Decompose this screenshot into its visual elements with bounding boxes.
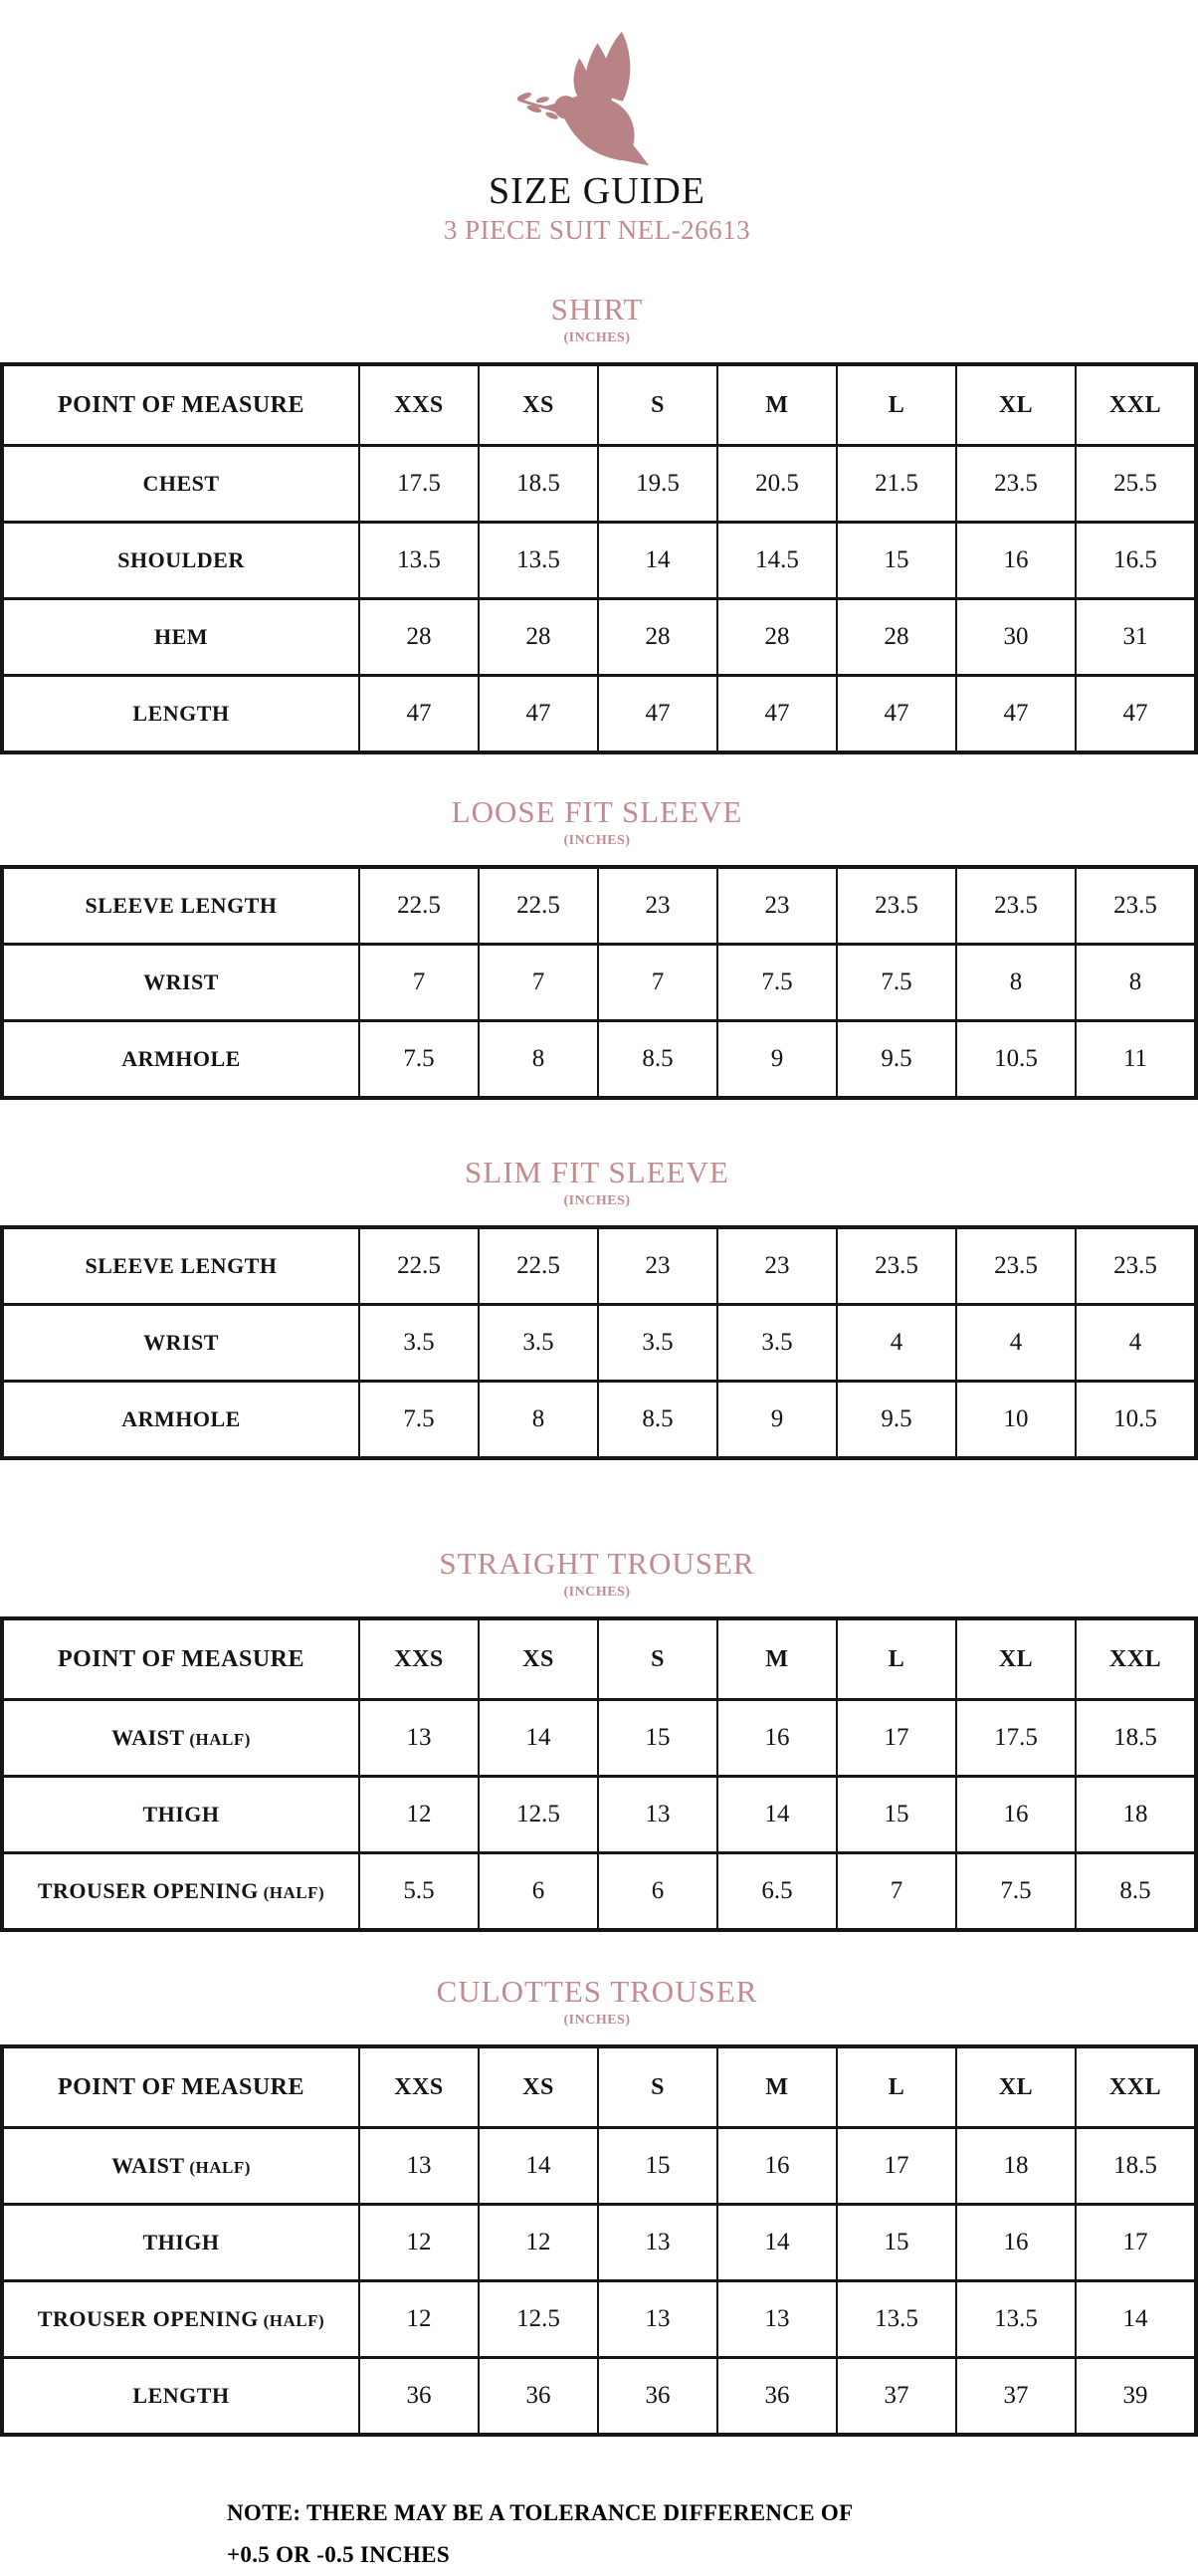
size-value-cell: 14 [1076, 2281, 1196, 2358]
table-row [2, 1021, 1196, 1099]
size-value-cell: 13.5 [956, 2281, 1076, 2358]
size-value-cell: 7 [479, 945, 598, 1021]
size-value-cell: 47 [598, 676, 717, 753]
size-value-cell: 36 [598, 2358, 717, 2436]
size-value-cell: 7.5 [359, 1382, 479, 1459]
size-value-cell: 3.5 [479, 1305, 598, 1382]
size-value-cell: 6.5 [717, 1853, 837, 1931]
size-value-cell: 39 [1076, 2358, 1196, 2436]
size-value-cell: 21.5 [837, 446, 956, 523]
size-value-cell: 15 [598, 1700, 717, 1777]
section-heading-loose-fit-sleeve: LOOSE FIT SLEEVE [451, 794, 743, 829]
size-value-cell: 36 [479, 2358, 598, 2436]
measure-label: TROUSER OPENING (HALF) [2, 1853, 359, 1931]
size-value-cell: 15 [837, 2205, 956, 2281]
size-value-cell: 47 [359, 676, 479, 753]
size-value-cell: 13.5 [359, 523, 479, 599]
size-value-cell: 8 [479, 1382, 598, 1459]
measure-label: TROUSER OPENING (HALF) [2, 2281, 359, 2358]
size-value-cell: 14 [598, 523, 717, 599]
size-header-m: M [717, 1618, 837, 1700]
brand-logo [0, 30, 1194, 167]
measure-label: THIGH [2, 2205, 359, 2281]
size-value-cell: 15 [837, 1777, 956, 1853]
size-value-cell: 4 [956, 1305, 1076, 1382]
size-value-cell: 14.5 [717, 523, 837, 599]
size-value-cell: 4 [1076, 1305, 1196, 1382]
size-header-s: S [598, 364, 717, 446]
size-value-cell: 31 [1076, 599, 1196, 676]
point-of-measure-header: POINT OF MEASURE [2, 1618, 359, 1700]
table-row [2, 945, 1196, 1021]
point-of-measure-header: POINT OF MEASURE [2, 364, 359, 446]
measure-label: CHEST [2, 446, 359, 523]
table-row [2, 2128, 1196, 2205]
page-subtitle: 3 PIECE SUIT NEL-26613 [443, 215, 751, 245]
size-value-cell: 28 [479, 599, 598, 676]
unit-label: (INCHES) [563, 1193, 631, 1208]
size-value-cell: 14 [479, 2128, 598, 2205]
size-value-cell: 20.5 [717, 446, 837, 523]
size-value-cell: 17.5 [956, 1700, 1076, 1777]
size-value-cell: 13 [359, 1700, 479, 1777]
size-value-cell: 6 [598, 1853, 717, 1931]
size-value-cell: 13 [598, 2205, 717, 2281]
size-value-cell: 18 [956, 2128, 1076, 2205]
size-value-cell: 9 [717, 1021, 837, 1099]
size-header-xl: XL [956, 364, 1076, 446]
measure-label: THIGH [2, 1777, 359, 1853]
tolerance-note-line1: NOTE: THERE MAY BE A TOLERANCE DIFFERENCE OF [227, 2500, 854, 2525]
size-value-cell: 28 [359, 599, 479, 676]
size-value-cell: 28 [598, 599, 717, 676]
measure-label: HEM [2, 599, 359, 676]
size-value-cell: 16 [956, 2205, 1076, 2281]
measure-label: SLEEVE LENGTH [2, 1227, 359, 1305]
size-value-cell: 12 [359, 2205, 479, 2281]
size-value-cell: 37 [956, 2358, 1076, 2436]
size-header-s: S [598, 2046, 717, 2128]
size-value-cell: 18 [1076, 1777, 1196, 1853]
point-of-measure-header: POINT OF MEASURE [2, 2046, 359, 2128]
table-row [2, 2281, 1196, 2358]
measure-label-suffix: (HALF) [184, 1730, 251, 1749]
size-value-cell: 16 [956, 523, 1076, 599]
section-loose-fit-sleeve [0, 794, 1194, 1100]
size-value-cell: 18.5 [1076, 1700, 1196, 1777]
size-value-cell: 10.5 [1076, 1382, 1196, 1459]
size-header-l: L [837, 364, 956, 446]
size-value-cell: 17 [837, 2128, 956, 2205]
size-value-cell: 23.5 [837, 867, 956, 945]
size-value-cell: 13.5 [479, 523, 598, 599]
size-header-xxl: XXL [1076, 364, 1196, 446]
size-header-xs: XS [479, 2046, 598, 2128]
measure-label: WAIST (HALF) [2, 1700, 359, 1777]
size-table-culottes-trouser [0, 2044, 1198, 2437]
size-value-cell: 18.5 [1076, 2128, 1196, 2205]
size-header-l: L [837, 2046, 956, 2128]
table-row [2, 1305, 1196, 1382]
size-value-cell: 8.5 [598, 1021, 717, 1099]
size-value-cell: 13 [598, 1777, 717, 1853]
size-value-cell: 15 [837, 523, 956, 599]
size-value-cell: 28 [717, 599, 837, 676]
size-value-cell: 17 [1076, 2205, 1196, 2281]
size-header-xl: XL [956, 2046, 1076, 2128]
size-value-cell: 7 [837, 1853, 956, 1931]
table-row [2, 1382, 1196, 1459]
size-value-cell: 17.5 [359, 446, 479, 523]
size-value-cell: 23 [598, 867, 717, 945]
size-value-cell: 14 [717, 2205, 837, 2281]
section-heading-straight-trouser: STRAIGHT TROUSER [439, 1546, 755, 1581]
size-value-cell: 23.5 [956, 867, 1076, 945]
measure-label: LENGTH [2, 676, 359, 753]
size-value-cell: 47 [956, 676, 1076, 753]
size-value-cell: 8 [956, 945, 1076, 1021]
section-straight-trouser [0, 1546, 1194, 1932]
table-header-row [2, 1618, 1196, 1700]
size-value-cell: 23.5 [1076, 1227, 1196, 1305]
page-title: SIZE GUIDE [489, 170, 705, 212]
size-value-cell: 16 [717, 2128, 837, 2205]
size-value-cell: 8 [479, 1021, 598, 1099]
table-row [2, 523, 1196, 599]
size-value-cell: 12 [359, 1777, 479, 1853]
size-value-cell: 23 [598, 1227, 717, 1305]
size-value-cell: 14 [479, 1700, 598, 1777]
size-value-cell: 7.5 [717, 945, 837, 1021]
size-value-cell: 10 [956, 1382, 1076, 1459]
size-value-cell: 22.5 [359, 867, 479, 945]
measure-label-suffix: (HALF) [258, 1883, 325, 1902]
measure-label: LENGTH [2, 2358, 359, 2436]
measure-label-suffix: (HALF) [258, 2311, 325, 2330]
size-value-cell: 15 [598, 2128, 717, 2205]
tolerance-note-line2: +0.5 OR -0.5 INCHES [227, 2542, 450, 2567]
size-header-xxs: XXS [359, 364, 479, 446]
size-header-s: S [598, 1618, 717, 1700]
size-value-cell: 47 [717, 676, 837, 753]
table-row [2, 599, 1196, 676]
size-value-cell: 3.5 [598, 1305, 717, 1382]
size-value-cell: 36 [359, 2358, 479, 2436]
table-header-row [2, 364, 1196, 446]
size-value-cell: 22.5 [479, 1227, 598, 1305]
size-value-cell: 36 [717, 2358, 837, 2436]
size-value-cell: 3.5 [359, 1305, 479, 1382]
table-row [2, 2358, 1196, 2436]
section-slim-fit-sleeve [0, 1155, 1194, 1460]
size-header-l: L [837, 1618, 956, 1700]
size-value-cell: 23.5 [837, 1227, 956, 1305]
section-shirt [0, 292, 1194, 754]
table-row [2, 1853, 1196, 1931]
size-value-cell: 12.5 [479, 2281, 598, 2358]
size-value-cell: 11 [1076, 1021, 1196, 1099]
size-value-cell: 6 [479, 1853, 598, 1931]
size-value-cell: 9.5 [837, 1382, 956, 1459]
section-heading-culottes-trouser: CULOTTES TROUSER [436, 1974, 758, 2009]
size-value-cell: 7.5 [359, 1021, 479, 1099]
table-row [2, 1777, 1196, 1853]
size-value-cell: 13 [717, 2281, 837, 2358]
size-value-cell: 16 [717, 1700, 837, 1777]
table-header-row [2, 2046, 1196, 2128]
size-header-xxl: XXL [1076, 2046, 1196, 2128]
measure-label: WRIST [2, 945, 359, 1021]
measure-label-suffix: (HALF) [184, 2158, 251, 2177]
size-value-cell: 4 [837, 1305, 956, 1382]
unit-label: (INCHES) [563, 833, 631, 848]
size-value-cell: 13 [598, 2281, 717, 2358]
unit-label: (INCHES) [563, 330, 631, 345]
unit-label: (INCHES) [563, 1585, 631, 1600]
table-row [2, 676, 1196, 753]
size-value-cell: 18.5 [479, 446, 598, 523]
size-table-shirt [0, 362, 1198, 754]
size-value-cell: 47 [479, 676, 598, 753]
measure-label: WAIST (HALF) [2, 2128, 359, 2205]
size-header-xs: XS [479, 364, 598, 446]
measure-label: ARMHOLE [2, 1021, 359, 1099]
size-value-cell: 19.5 [598, 446, 717, 523]
table-row [2, 1227, 1196, 1305]
size-value-cell: 10.5 [956, 1021, 1076, 1099]
size-value-cell: 16 [956, 1777, 1076, 1853]
size-value-cell: 12 [359, 2281, 479, 2358]
size-table-loose-fit-sleeve [0, 865, 1198, 1100]
size-value-cell: 8 [1076, 945, 1196, 1021]
size-value-cell: 12.5 [479, 1777, 598, 1853]
size-value-cell: 14 [717, 1777, 837, 1853]
dove-with-olive-branch-icon [505, 30, 690, 167]
size-value-cell: 17 [837, 1700, 956, 1777]
size-value-cell: 8.5 [1076, 1853, 1196, 1931]
size-table-straight-trouser [0, 1616, 1198, 1932]
table-row [2, 446, 1196, 523]
table-row [2, 867, 1196, 945]
size-value-cell: 13 [359, 2128, 479, 2205]
size-value-cell: 12 [479, 2205, 598, 2281]
size-header-m: M [717, 2046, 837, 2128]
measure-label: SLEEVE LENGTH [2, 867, 359, 945]
size-value-cell: 9.5 [837, 1021, 956, 1099]
size-value-cell: 7 [359, 945, 479, 1021]
size-value-cell: 23.5 [956, 1227, 1076, 1305]
size-value-cell: 7.5 [956, 1853, 1076, 1931]
size-header-xxl: XXL [1076, 1618, 1196, 1700]
size-value-cell: 30 [956, 599, 1076, 676]
section-heading-shirt: SHIRT [550, 292, 644, 326]
size-value-cell: 8.5 [598, 1382, 717, 1459]
size-header-m: M [717, 364, 837, 446]
size-value-cell: 23.5 [956, 446, 1076, 523]
size-header-xxs: XXS [359, 2046, 479, 2128]
size-value-cell: 25.5 [1076, 446, 1196, 523]
table-row [2, 1700, 1196, 1777]
size-value-cell: 47 [1076, 676, 1196, 753]
size-value-cell: 3.5 [717, 1305, 837, 1382]
measure-label: WRIST [2, 1305, 359, 1382]
size-value-cell: 23.5 [1076, 867, 1196, 945]
measure-label: ARMHOLE [2, 1382, 359, 1459]
size-value-cell: 22.5 [359, 1227, 479, 1305]
size-value-cell: 7 [598, 945, 717, 1021]
unit-label: (INCHES) [563, 2013, 631, 2028]
size-value-cell: 9 [717, 1382, 837, 1459]
tolerance-note [227, 2492, 1194, 2576]
size-value-cell: 5.5 [359, 1853, 479, 1931]
size-table-slim-fit-sleeve [0, 1225, 1198, 1460]
table-row [2, 2205, 1196, 2281]
size-value-cell: 28 [837, 599, 956, 676]
size-header-xl: XL [956, 1618, 1076, 1700]
size-value-cell: 47 [837, 676, 956, 753]
size-header-xxs: XXS [359, 1618, 479, 1700]
size-value-cell: 23 [717, 1227, 837, 1305]
size-value-cell: 16.5 [1076, 523, 1196, 599]
section-culottes-trouser [0, 1974, 1194, 2437]
size-value-cell: 13.5 [837, 2281, 956, 2358]
size-value-cell: 22.5 [479, 867, 598, 945]
size-header-xs: XS [479, 1618, 598, 1700]
section-heading-slim-fit-sleeve: SLIM FIT SLEEVE [465, 1155, 729, 1189]
size-value-cell: 37 [837, 2358, 956, 2436]
measure-label: SHOULDER [2, 523, 359, 599]
size-value-cell: 23 [717, 867, 837, 945]
size-value-cell: 7.5 [837, 945, 956, 1021]
